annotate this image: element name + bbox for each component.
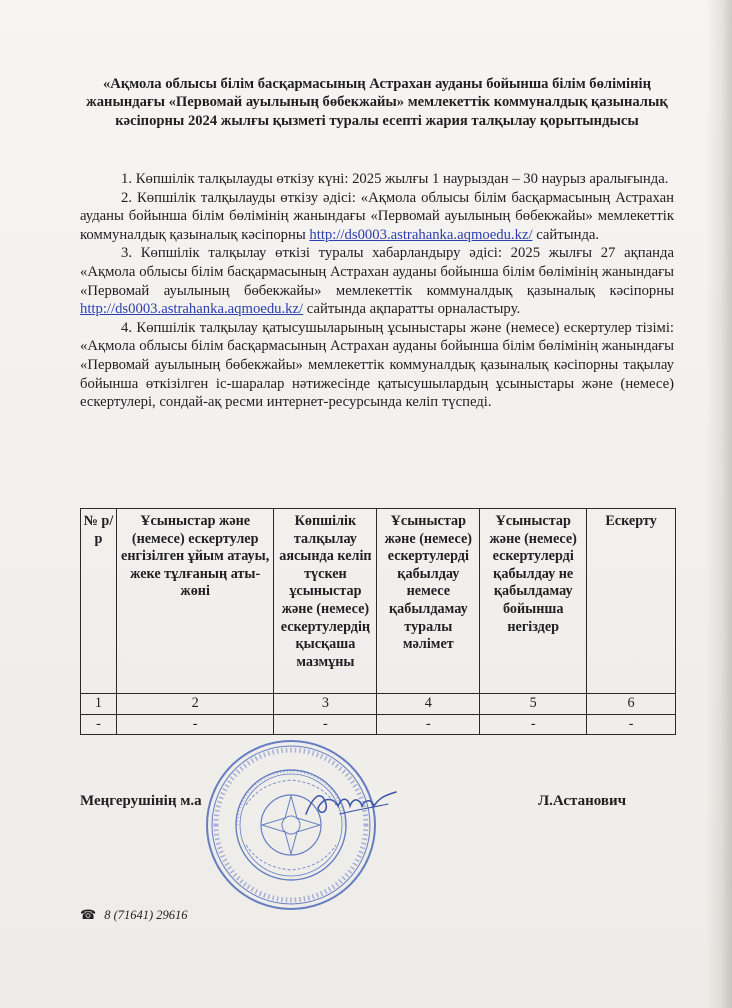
table-row (81, 694, 676, 715)
header-grounds: Ұсыныстар және (немесе) ескертулерді қабылдау не қабылдамау бойынша негіздер (480, 509, 587, 694)
table-cell: - (81, 714, 117, 735)
header-decision: Ұсыныстар және (немесе) ескертулерді қабылдау немесе қабылдамау туралы мәлімет (377, 509, 480, 694)
contact-phone (80, 907, 188, 923)
handwritten-signature (300, 784, 400, 824)
paragraph-2-tail: сайтында. (532, 226, 600, 243)
table-cell: 6 (587, 694, 676, 715)
paragraph-3-tail: сайтында ақпаратты орналастыру. (303, 301, 521, 318)
proposals-table (80, 508, 676, 735)
website-link-2[interactable]: http://ds0003.astrahanka.aqmoedu.kz/ (80, 301, 304, 318)
telephone-icon: ☎ (80, 907, 97, 922)
table-cell: 3 (274, 694, 377, 715)
header-note: Ескерту (587, 509, 676, 694)
document-title: «Ақмола облысы білім басқармасының Астрахан ауданы бойынша білім бөлімінің жанындағы «Первомай ауылының бөбекжайы» мемлекеттік коммуналдық қазыналық кәсіпорны 2024 жылғы қызметі туралы есепті жария талқылау қорытындысы (86, 76, 668, 129)
official-stamp-icon (204, 738, 378, 912)
signer-name: Л.Астанович (538, 793, 627, 809)
paragraph-1: 1. Көпшілік талқылауды өткізу күні: 2025 жылғы 1 наурыздан – 30 наурыз аралығында. (121, 171, 669, 187)
paragraph-2-text: 2. Көпшілік талқылауды өткізу әдісі: «Ақмола облысы білім басқармасының Астрахан ауданы бойынша білім бөлімінің жанындағы «Первомай ауылының бөбекжайы» мемлекеттік коммуналдық қазыналық кәсіпорны (80, 189, 674, 243)
document-body (80, 170, 674, 412)
header-summary: Көпшілік талқылау аясында келіп түскен ұсыныстар және (немесе) ескертулердің қысқаша мазмұны (274, 509, 377, 694)
table-cell: 2 (116, 694, 274, 715)
table-row (81, 714, 676, 735)
paragraph-3 (80, 244, 674, 318)
paragraph-4: 4. Көпшілік талқылау қатысушыларының ұсыныстары және (немесе) ескертулер тізімі: «Ақмола облысы білім басқармасының Астрахан ауданы бойынша білім бөлімінің жанындағы «Первомай ауылының бөбекжайы» мемлекеттік коммуналдық қазыналық кәсіпорны тақылау бойынша өткізілген іс-шаралар нәтижесінде қатысушылардың ұсыныстары және (немесе) ескертулері, сондай-ақ ресми интернет-ресурсында келіп түспеді. (80, 319, 674, 411)
phone-number: 8 (71641) 29616 (104, 907, 188, 922)
table-cell: - (587, 714, 676, 735)
website-link[interactable]: http://ds0003.astrahanka.aqmoedu.kz/ (309, 226, 533, 243)
page-edge-shadow (706, 0, 732, 1008)
table-cell: - (480, 714, 587, 735)
header-number: № р/р (81, 509, 117, 694)
paragraph-2 (80, 189, 674, 245)
signer-position: Меңгерушінің м.а (80, 793, 202, 809)
table-cell: 5 (480, 694, 587, 715)
table-cell: - (274, 714, 377, 735)
table-header-row (81, 509, 676, 694)
table-cell: - (116, 714, 274, 735)
header-organization: Ұсыныстар және (немесе) ескертулер енгізілген ұйым атауы, жеке тұлғаның аты-жөні (116, 509, 274, 694)
table-cell: - (377, 714, 480, 735)
paragraph-3-text: 3. Көпшілік талқылау өткізі туралы хабарландыру әдісі: 2025 жылғы 27 ақпанда «Ақмола облысы білім басқармасының Астрахан ауданы бойынша білім бөлімінің жанындағы «Первомай ауылының бөбекжайы» мемлекеттік коммуналдық қазыналық кәсіпорны (80, 245, 674, 299)
table-cell: 4 (377, 694, 480, 715)
table-cell: 1 (81, 694, 117, 715)
